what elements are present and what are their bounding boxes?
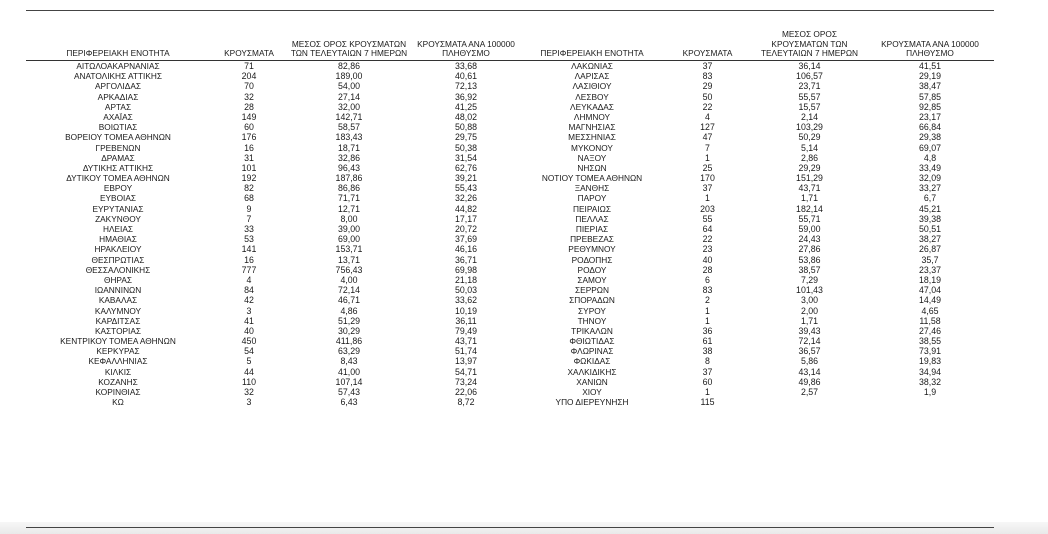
table-cell-avg: 46,71 [337, 295, 360, 306]
table-cell-cases: 42 [244, 295, 254, 306]
table-cell-per100k: 43,71 [454, 336, 477, 347]
table-cell-per100k: 39,21 [454, 173, 477, 184]
table-cell-per100k: 27,46 [918, 325, 941, 336]
table-cell-avg: 51,29 [337, 315, 360, 326]
table-cell-avg: 153,71 [335, 244, 363, 255]
table-cell-per100k: 39,38 [918, 213, 941, 224]
table-cell-cases: 5 [246, 356, 252, 367]
table-cell-avg: 41,00 [337, 366, 360, 377]
table-cell-region: ΝΗΣΩΝ [577, 162, 607, 173]
table-cell-per100k: 29,19 [918, 71, 941, 82]
table-cell-avg: 50,29 [798, 132, 821, 143]
table-cell-cases: 41 [244, 315, 254, 326]
table-cell-per100k: 23,17 [918, 111, 941, 122]
table-cell-avg: 53,86 [798, 254, 821, 265]
table-cell-avg: 36,57 [798, 346, 821, 357]
table-cell-cases: 31 [244, 152, 254, 163]
table-cell-cases: 141 [241, 244, 257, 255]
table-cell-region: ΞΑΝΘΗΣ [574, 183, 610, 194]
table-cell-per100k: 54,71 [454, 366, 477, 377]
table-cell-region: ΛΕΣΒΟΥ [575, 91, 609, 102]
table-cell-per100k: 50,88 [454, 122, 477, 133]
table-cell-per100k: 38,55 [918, 336, 941, 347]
table-cell-per100k: 41,25 [454, 101, 477, 112]
table-cell-region: ΑΙΤΩΛΟΑΚΑΡΝΑΝΙΑΣ [76, 61, 160, 71]
table-cell-region: ΛΑΡΙΣΑΣ [574, 71, 610, 82]
table-cell-avg: 101,43 [796, 285, 823, 296]
table-cell-avg: 71,71 [337, 193, 360, 204]
table-cell-avg: 182,14 [796, 203, 823, 214]
table-cell-cases: 37 [702, 183, 713, 194]
table-cell-per100k: 13,97 [454, 356, 477, 367]
table-cell-region: ΗΛΕΙΑΣ [102, 224, 134, 234]
table-cell-per100k [866, 397, 994, 407]
table-cell-avg: 24,43 [798, 234, 821, 245]
table-cell-region: ΦΘΙΩΤΙΔΑΣ [569, 336, 615, 347]
table-cell-region: ΣΑΜΟΥ [577, 274, 607, 285]
table-cell-cases: 192 [241, 173, 257, 184]
table-cell-avg: 2,00 [800, 305, 819, 316]
header-avg-right: ΜΕΣΟΣ ΟΡΟΣ ΚΡΟΥΣΜΑΤΩΝ ΤΩΝ ΤΕΛΕΥΤΑΙΩΝ 7 ΗΜΕΡΩΝ [753, 21, 866, 61]
table-cell-avg: 411,86 [335, 336, 363, 347]
table-cell-region: ΛΑΚΩΝΙΑΣ [571, 61, 613, 71]
table-cell-region: ΕΥΒΟΙΑΣ [99, 193, 137, 204]
table-cell-per100k: 6,7 [923, 193, 937, 204]
table-cell-avg: 183,43 [335, 132, 363, 143]
table-cell-avg: 1,71 [800, 193, 819, 204]
table-cell-per100k: 23,37 [918, 264, 941, 275]
covid-cases-table [26, 21, 994, 407]
table-cell-cases: 1 [705, 305, 710, 316]
table-cell-per100k: 69,98 [454, 264, 477, 275]
table-cell-avg: 15,57 [798, 101, 821, 112]
table-cell-per100k: 31,54 [454, 152, 477, 163]
table-cell-per100k: 92,85 [918, 101, 941, 112]
table-cell-cases: 25 [702, 162, 713, 173]
table-cell-region: ΚΕΝΤΡΙΚΟΥ ΤΟΜΕΑ ΑΘΗΝΩΝ [60, 336, 176, 347]
table-cell-cases: 176 [241, 132, 257, 143]
table-cell-cases: 149 [241, 111, 257, 122]
table-cell-region: ΧΑΝΙΩΝ [576, 376, 608, 387]
table-cell-region: ΒΟΡΕΙΟΥ ΤΟΜΕΑ ΑΘΗΝΩΝ [65, 132, 171, 143]
table-cell-per100k: 38,27 [918, 234, 941, 245]
table-cell-cases: 50 [702, 91, 713, 102]
table-cell-region: ΚΕΦΑΛΛΗΝΙΑΣ [88, 356, 148, 367]
table-cell-avg: 23,71 [798, 81, 821, 92]
table-cell-region: ΤΡΙΚΑΛΩΝ [571, 325, 613, 336]
table-cell-avg: 63,29 [337, 346, 360, 357]
table-cell-avg: 1,71 [800, 315, 819, 326]
table-cell-cases: 37 [702, 366, 713, 377]
table-cell-avg: 187,86 [335, 173, 363, 184]
table-cell-cases: 33 [244, 224, 254, 234]
table-cell-per100k: 33,49 [918, 162, 941, 173]
table-cell-cases: 83 [702, 285, 713, 296]
table-cell-cases: 70 [244, 81, 254, 92]
table-cell-cases: 64 [702, 224, 713, 234]
table-cell-avg: 58,57 [337, 122, 360, 133]
table-cell-avg: 106,57 [796, 71, 823, 82]
table-cell-cases: 4 [705, 111, 710, 122]
table-cell-region: ΑΡΓΟΛΙΔΑΣ [95, 81, 141, 92]
table-cell-region: ΧΑΛΚΙΔΙΚΗΣ [567, 366, 617, 377]
table-cell-avg: 86,86 [337, 183, 360, 194]
table-cell-cases: 38 [702, 346, 713, 357]
table-cell-cases: 9 [246, 203, 252, 214]
table-cell-per100k: 33,68 [454, 61, 477, 71]
table-cell-region: ΛΑΣΙΘΙΟΥ [572, 81, 612, 92]
table-cell-cases: 44 [244, 366, 254, 377]
table-cell-per100k: 47,04 [918, 285, 941, 296]
header-cases-right: ΚΡΟΥΣΜΑΤΑ [662, 21, 753, 61]
table-cell-avg: 3,00 [800, 295, 819, 306]
table-cell-region: ΛΗΜΝΟΥ [573, 111, 611, 122]
bottom-rule [26, 527, 994, 528]
top-rule [26, 10, 994, 11]
table-cell-avg: 49,86 [798, 376, 821, 387]
table-cell-per100k: 29,38 [918, 132, 941, 143]
table-cell-region: ΔΥΤΙΚΟΥ ΤΟΜΕΑ ΑΘΗΝΩΝ [66, 173, 170, 184]
table-cell-region: ΡΟΔΟΥ [577, 264, 607, 275]
table-cell-cases: 1 [705, 193, 710, 204]
table-cell-avg: 57,43 [337, 387, 360, 397]
table-cell-avg: 54,00 [337, 81, 360, 92]
table-cell-per100k: 35,7 [921, 254, 939, 265]
table-cell-cases: 170 [700, 173, 715, 184]
table-cell-per100k: 36,71 [454, 254, 477, 265]
header-avg-left: ΜΕΣΟΣ ΟΡΟΣ ΚΡΟΥΣΜΑΤΩΝ ΤΩΝ ΤΕΛΕΥΤΑΙΩΝ 7 ΗΜΕΡΩΝ [288, 21, 410, 61]
table-cell-per100k: 11,58 [919, 315, 941, 326]
table-cell-per100k: 34,94 [918, 366, 941, 377]
table-cell-per100k: 4,8 [923, 152, 937, 163]
table-cell-cases: 32 [244, 91, 254, 102]
table-cell-avg: 8,43 [340, 356, 358, 367]
table-cell-region: ΜΑΓΝΗΣΙΑΣ [568, 122, 616, 133]
table-cell-per100k: 66,84 [918, 122, 941, 133]
table-cell-region: ΚΑΡΔΙΤΣΑΣ [95, 315, 141, 326]
table-cell-region: ΠΙΕΡΙΑΣ [575, 224, 609, 234]
table-cell-cases: 61 [702, 336, 713, 347]
table-cell-per100k: 36,11 [455, 315, 477, 326]
table-cell-cases: 71 [244, 61, 254, 71]
table-cell-cases: 54 [244, 346, 254, 357]
table-cell-per100k: 41,51 [918, 61, 941, 71]
table-cell-cases: 47 [702, 132, 713, 143]
table-cell-avg: 72,14 [798, 336, 821, 347]
table-cell-avg: 2,86 [800, 152, 819, 163]
table-cell-region: ΜΕΣΣΗΝΙΑΣ [568, 132, 616, 143]
table-cell-region: ΠΕΙΡΑΙΩΣ [573, 203, 611, 214]
table-cell-avg: 32,00 [337, 101, 360, 112]
table-cell-per100k: 69,07 [918, 142, 941, 153]
table-cell-region: ΠΕΛΛΑΣ [575, 213, 609, 224]
table-cell-region: ΘΗΡΑΣ [103, 274, 133, 285]
table-cell-region: ΖΑΚΥΝΘΟΥ [95, 213, 141, 224]
table-cell-per100k: 26,87 [918, 244, 941, 255]
table-cell-avg: 12,71 [337, 203, 360, 214]
table-cell-cases: 28 [244, 101, 254, 112]
table-cell-avg: 2,14 [800, 111, 819, 122]
table-cell-cases: 3 [246, 397, 252, 408]
table-cell-region: ΗΜΑΘΙΑΣ [99, 234, 137, 245]
table-cell-per100k: 38,47 [918, 81, 941, 92]
table-cell-avg [753, 397, 866, 407]
table-cell-region: ΣΕΡΡΩΝ [575, 285, 609, 296]
table-cell-avg: 69,00 [337, 234, 360, 245]
table-cell-per100k: 33,27 [918, 183, 941, 194]
table-cell-region: ΡΕΘΥΜΝΟΥ [568, 244, 616, 255]
table-cell-region: ΗΡΑΚΛΕΙΟΥ [94, 244, 142, 255]
table-cell-avg: 2,57 [800, 387, 819, 397]
table-cell-per100k: 33,62 [454, 295, 477, 306]
table-cell-region: ΚΑΣΤΟΡΙΑΣ [94, 325, 142, 336]
table-cell-region: ΕΥΡΥΤΑΝΙΑΣ [92, 203, 144, 214]
table-cell-per100k: 40,61 [454, 71, 477, 82]
table-cell-avg: 82,86 [337, 61, 360, 71]
table-cell-per100k: 1,9 [923, 387, 937, 397]
table-cell-avg: 39,00 [337, 224, 360, 234]
table-cell-region: ΑΡΤΑΣ [104, 101, 132, 112]
table-cell-per100k: 32,26 [454, 193, 477, 204]
table-cell-avg: 13,71 [337, 254, 360, 265]
table-cell-per100k: 21,18 [454, 274, 477, 285]
table-cell-avg: 39,43 [798, 325, 821, 336]
table-cell-cases: 101 [241, 162, 257, 173]
table-cell-cases: 777 [241, 264, 257, 275]
table-cell-cases: 83 [702, 71, 713, 82]
header-region-left: ΠΕΡΙΦΕΡΕΙΑΚΗ ΕΝΟΤΗΤΑ [26, 21, 210, 61]
table-cell-avg: 7,29 [800, 274, 819, 285]
table-cell-region: ΧΙΟΥ [582, 387, 602, 397]
table-cell-cases: 4 [246, 274, 252, 285]
table-cell-avg: 18,71 [337, 142, 360, 153]
table-cell-region: ΠΑΡΟΥ [577, 193, 607, 204]
table-cell-per100k: 50,38 [454, 142, 477, 153]
table-cell-region: ΠΡΕΒΕΖΑΣ [570, 234, 614, 245]
table-cell-cases: 23 [702, 244, 713, 255]
table-cell-per100k: 50,03 [454, 285, 477, 296]
table-cell-region: ΘΕΣΠΡΩΤΙΑΣ [91, 254, 145, 265]
table-cell-region: ΚΟΡΙΝΘΙΑΣ [95, 387, 141, 397]
table-cell-per100k: 62,76 [454, 162, 477, 173]
table-cell-avg: 4,00 [340, 274, 358, 285]
table-cell-avg: 5,86 [800, 356, 819, 367]
table-cell-region: ΚΕΡΚΥΡΑΣ [96, 346, 140, 357]
table-cell-per100k: 8,72 [457, 397, 475, 408]
table-cell-region: ΑΝΑΤΟΛΙΚΗΣ ΑΤΤΙΚΗΣ [73, 71, 163, 82]
table-cell-region: ΘΕΣΣΑΛΟΝΙΚΗΣ [85, 264, 151, 275]
table-cell-avg: 30,29 [337, 325, 360, 336]
table-cell-region: ΜΥΚΟΝΟΥ [571, 142, 613, 153]
table-cell-cases: 6 [705, 274, 710, 285]
table-cell-per100k: 29,75 [454, 132, 477, 143]
table-cell-avg: 142,71 [335, 111, 363, 122]
table-cell-per100k: 18,19 [918, 274, 941, 285]
table-cell-cases: 28 [702, 264, 713, 275]
table-cell-per100k: 10,19 [454, 305, 477, 316]
table-cell-per100k: 50,51 [918, 224, 941, 234]
table-cell-cases: 60 [702, 376, 713, 387]
table-cell-region: ΚΩ [112, 397, 124, 408]
table-cell-region: ΛΕΥΚΑΔΑΣ [570, 101, 614, 112]
table-cell-region: ΙΩΑΝΝΙΝΩΝ [94, 285, 142, 296]
table-cell-cases: 53 [244, 234, 254, 245]
table-cell-cases: 84 [244, 285, 254, 296]
table-cell-per100k: 57,85 [918, 91, 941, 102]
page-bottom-shade [0, 522, 1048, 534]
table-cell-avg: 27,86 [798, 244, 821, 255]
table-cell-cases: 82 [244, 183, 254, 194]
table-cell-per100k: 46,16 [454, 244, 477, 255]
table-cell-region: ΓΡΕΒΕΝΩΝ [95, 142, 141, 153]
table-cell-avg: 36,14 [798, 61, 821, 71]
table-cell-avg: 55,57 [798, 91, 821, 102]
table-cell-per100k: 36,92 [454, 91, 477, 102]
table-cell-region: ΚΑΛΥΜΝΟΥ [94, 305, 142, 316]
table-cell-per100k: 20,72 [454, 224, 477, 234]
table-cell-avg: 5,14 [800, 142, 819, 153]
table-cell-cases: 450 [241, 336, 257, 347]
table-cell-per100k: 37,69 [454, 234, 477, 245]
table-cell-cases: 110 [241, 376, 257, 387]
table-cell-avg: 43,14 [798, 366, 821, 377]
table-cell-region: ΚΙΛΚΙΣ [104, 366, 132, 377]
table-cell-per100k: 32,09 [918, 173, 941, 184]
table-cell-avg: 4,86 [340, 305, 358, 316]
header-per100k-left: ΚΡΟΥΣΜΑΤΑ ΑΝΑ 100000 ΠΛΗΘΥΣΜΟ [410, 21, 522, 61]
table-cell-avg: 151,29 [796, 173, 823, 184]
table-cell-per100k: 73,91 [918, 346, 941, 357]
table-cell-cases: 22 [702, 234, 713, 245]
table-cell-per100k: 19,83 [918, 356, 941, 367]
table-cell-avg: 8,00 [340, 213, 358, 224]
table-cell-cases: 40 [702, 254, 713, 265]
table-cell-cases: 115 [700, 397, 715, 408]
table-cell-avg: 38,57 [798, 264, 821, 275]
table-cell-avg: 756,43 [335, 264, 363, 275]
table-cell-per100k: 79,49 [454, 325, 477, 336]
table-cell-avg: 107,14 [335, 376, 363, 387]
table-cell-avg: 96,43 [337, 162, 360, 173]
table-cell-cases: 29 [702, 81, 713, 92]
table-cell-cases: 1 [705, 315, 710, 326]
table-cell-per100k: 44,82 [454, 203, 477, 214]
table-cell-avg: 103,29 [796, 122, 823, 133]
table-cell-region: ΒΟΙΩΤΙΑΣ [98, 122, 138, 133]
table-cell-region: ΚΟΖΑΝΗΣ [98, 376, 138, 387]
table-cell-cases: 7 [705, 142, 710, 153]
table-cell-avg: 6,43 [340, 397, 358, 408]
header-per100k-right: ΚΡΟΥΣΜΑΤΑ ΑΝΑ 100000 ΠΛΗΘΥΣΜΟ [866, 21, 994, 61]
table-cell-cases: 1 [705, 152, 710, 163]
table-cell-cases: 60 [244, 122, 254, 133]
table-cell-region: ΤΗΝΟΥ [577, 315, 607, 326]
table-cell-avg: 55,71 [798, 213, 821, 224]
table-cell-cases: 16 [244, 254, 254, 265]
table-cell-per100k: 14,49 [918, 295, 941, 306]
table-cell-avg: 29,29 [798, 162, 821, 173]
table-cell-cases: 1 [705, 387, 710, 397]
table-cell-cases: 22 [702, 101, 713, 112]
table-cell-avg: 59,00 [798, 224, 821, 234]
table-cell-cases: 8 [705, 356, 710, 367]
table-cell-region: ΕΒΡΟΥ [103, 183, 133, 194]
table-cell-avg: 72,14 [337, 285, 360, 296]
table-cell-cases: 204 [241, 71, 257, 82]
table-cell-cases: 203 [700, 203, 715, 214]
table-cell-per100k: 4,65 [921, 305, 939, 316]
table-cell-avg: 43,71 [798, 183, 821, 194]
table-cell-per100k: 55,43 [454, 183, 477, 194]
table-cell-per100k: 48,02 [454, 111, 477, 122]
table-cell-region: ΣΠΟΡΑΔΩΝ [569, 295, 615, 306]
table-cell-region: ΑΡΚΑΔΙΑΣ [97, 91, 139, 102]
header-region-right: ΠΕΡΙΦΕΡΕΙΑΚΗ ΕΝΟΤΗΤΑ [522, 21, 662, 61]
table-cell-cases: 2 [705, 295, 710, 306]
table-cell-region: ΦΛΩΡΙΝΑΣ [570, 346, 614, 357]
table-cell-cases: 36 [702, 325, 713, 336]
table-cell-cases: 127 [700, 122, 715, 133]
table-cell-region: ΝΑΞΟΥ [577, 152, 607, 163]
table-cell-cases: 55 [702, 213, 713, 224]
table-cell-cases: 32 [244, 387, 254, 397]
table-cell-per100k: 51,74 [454, 346, 477, 357]
table-cell-per100k: 72,13 [454, 81, 477, 92]
table-cell-per100k: 45,21 [918, 203, 941, 214]
table-cell-cases: 16 [244, 142, 254, 153]
table-cell-cases: 7 [246, 213, 252, 224]
header-cases-left: ΚΡΟΥΣΜΑΤΑ [210, 21, 288, 61]
table-cell-region: ΝΟΤΙΟΥ ΤΟΜΕΑ ΑΘΗΝΩΝ [541, 173, 643, 184]
table-cell-region: ΦΩΚΙΔΑΣ [573, 356, 611, 367]
table-cell-region: ΣΥΡΟΥ [578, 305, 606, 316]
table-cell-cases: 3 [246, 305, 252, 316]
table-cell-cases: 37 [702, 61, 713, 71]
table-cell-per100k: 38,32 [918, 376, 941, 387]
table-cell-avg: 32,86 [337, 152, 360, 163]
table-cell-cases: 68 [244, 193, 254, 204]
table-cell-region: ΔΡΑΜΑΣ [101, 152, 135, 163]
table-cell-avg: 27,14 [337, 91, 360, 102]
table-cell-per100k: 17,17 [454, 213, 477, 224]
table-cell-region: ΔΥΤΙΚΗΣ ΑΤΤΙΚΗΣ [82, 162, 154, 173]
table-cell-per100k: 73,24 [454, 376, 477, 387]
table-cell-per100k: 22,06 [454, 387, 477, 397]
table-cell-region: ΑΧΑΪΑΣ [103, 111, 133, 122]
table-cell-region: ΡΟΔΟΠΗΣ [571, 254, 613, 265]
table-cell-cases: 40 [244, 325, 254, 336]
table-cell-region: ΚΑΒΑΛΑΣ [98, 295, 138, 306]
table-cell-region: ΥΠΟ ΔΙΕΡΕΥΝΗΣΗ [555, 397, 629, 408]
table-cell-avg: 189,00 [335, 71, 363, 82]
